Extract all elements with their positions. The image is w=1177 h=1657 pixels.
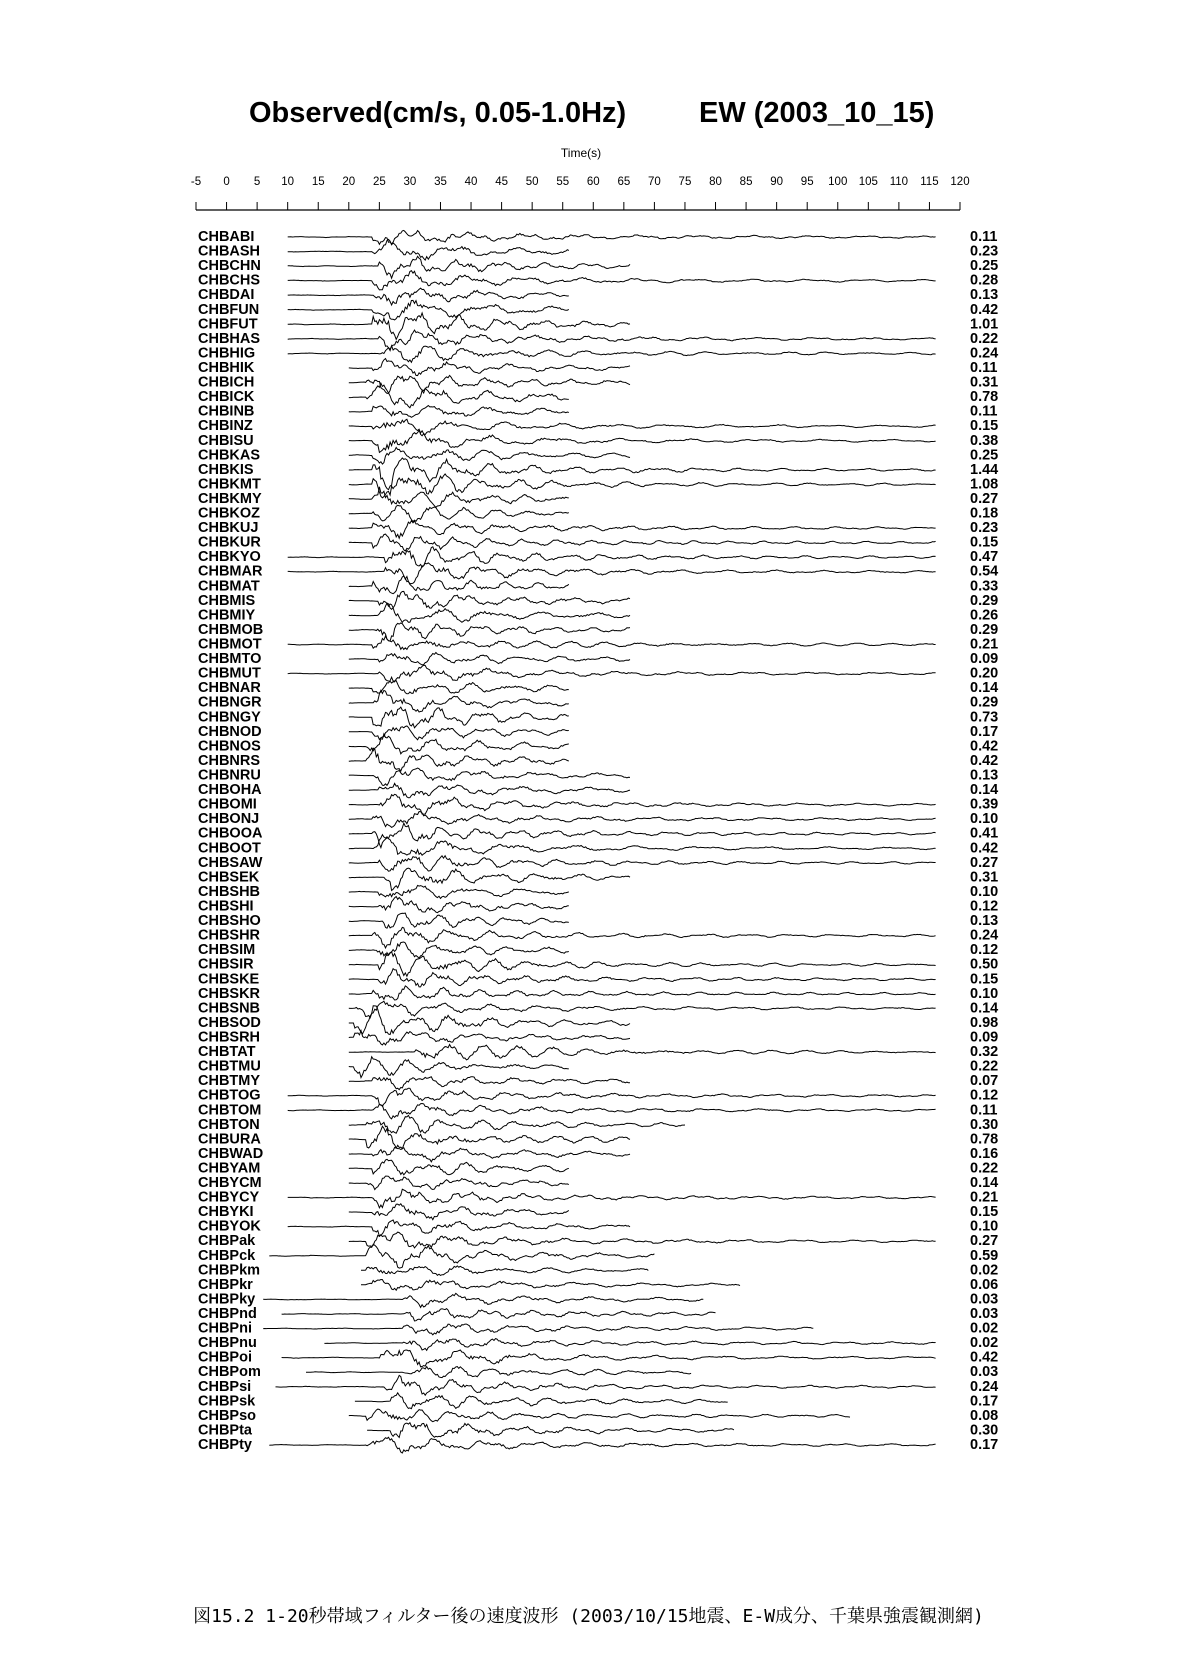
peak-value-label: 0.28 <box>970 272 999 289</box>
waveform-trace <box>349 856 936 872</box>
waveform-trace <box>282 1350 936 1367</box>
station-label: CHBKMT <box>198 476 261 493</box>
waveform-trace <box>349 690 569 712</box>
peak-value-label: 0.29 <box>970 694 999 711</box>
station-label: CHBPta <box>198 1422 252 1439</box>
station-label: CHBOHA <box>198 782 262 799</box>
waveform-trace <box>349 505 569 521</box>
peak-value-label: 0.24 <box>970 927 999 944</box>
x-tick-label: 65 <box>617 176 631 188</box>
peak-value-label: 0.22 <box>970 330 999 347</box>
peak-value-label: 0.15 <box>970 1204 999 1221</box>
peak-value-label: 0.07 <box>970 1073 999 1090</box>
station-label: CHBSRH <box>198 1029 261 1046</box>
station-label: CHBSEK <box>198 869 260 886</box>
figure-caption: 図15.2 1-20秒帯域フィルター後の速度波形 (2003/10/15地震、E-W成分、千葉県強震観測網) <box>193 1606 984 1627</box>
peak-value-label: 0.06 <box>970 1276 999 1293</box>
peak-value-label: 0.25 <box>970 447 999 464</box>
peak-value-label: 0.16 <box>970 1145 999 1162</box>
peak-value-label: 0.09 <box>970 651 999 668</box>
waveform-trace <box>349 1126 630 1149</box>
waveform-trace <box>349 1006 630 1035</box>
peak-value-label: 0.78 <box>970 389 999 406</box>
station-label: CHBTMY <box>198 1073 261 1090</box>
x-tick-label: 95 <box>800 176 814 188</box>
peak-value-label: 0.14 <box>970 680 999 697</box>
waveform-trace <box>349 603 630 622</box>
station-label: CHBMAT <box>198 578 260 595</box>
waveform-trace <box>288 288 569 305</box>
peak-value-label: 0.18 <box>970 505 999 522</box>
station-label: CHBHIK <box>198 359 255 376</box>
peak-value-label: 0.24 <box>970 345 999 362</box>
waveform-trace <box>288 1189 936 1208</box>
peak-value-label: 0.03 <box>970 1306 999 1323</box>
station-label: CHBPky <box>198 1291 256 1308</box>
peak-value-label: 0.27 <box>970 1233 999 1250</box>
x-tick-label: 45 <box>495 176 508 188</box>
waveform-trace <box>367 1423 734 1438</box>
station-label: CHBSNB <box>198 1000 261 1017</box>
station-label: CHBPso <box>198 1407 257 1424</box>
station-label: CHBSIM <box>198 942 256 959</box>
station-label: CHBOOA <box>198 825 263 842</box>
peak-value-label: 0.11 <box>970 229 998 245</box>
station-label: CHBINB <box>198 403 255 420</box>
peak-value-label: 0.23 <box>970 243 999 260</box>
peak-value-label: 0.12 <box>970 942 999 959</box>
peak-value-label: 0.14 <box>970 782 999 799</box>
peak-value-label: 1.08 <box>970 476 999 493</box>
x-tick-label: 115 <box>920 176 939 188</box>
peak-value-label: 0.15 <box>970 534 999 551</box>
waveform-trace <box>349 913 569 928</box>
x-tick-label: 25 <box>372 176 386 188</box>
waveform-trace <box>349 927 936 948</box>
waveform-trace <box>349 623 630 641</box>
peak-value-label: 0.11 <box>970 1102 998 1119</box>
waveform-trace <box>349 1145 630 1162</box>
x-tick-label: 70 <box>648 176 661 188</box>
peak-value-label: 0.10 <box>970 883 999 900</box>
waveform-trace <box>349 1409 850 1422</box>
waveform-trace <box>361 1280 740 1291</box>
peak-value-label: 0.10 <box>970 985 999 1002</box>
x-tick-label: 120 <box>950 176 970 188</box>
peak-value-label: 0.10 <box>970 811 999 828</box>
peak-value-label: 0.42 <box>970 1349 999 1366</box>
waveform-trace <box>263 1324 813 1335</box>
peak-value-label: 0.21 <box>970 636 999 653</box>
x-tick-label: 105 <box>858 176 878 188</box>
station-label: CHBSHO <box>198 913 261 930</box>
station-label: CHBKUJ <box>198 520 259 537</box>
x-tick-label: 75 <box>678 176 692 188</box>
station-label: CHBOMI <box>198 796 257 813</box>
station-label: CHBMUT <box>198 665 261 682</box>
waveform-trace <box>349 1077 630 1090</box>
peak-value-label: 0.08 <box>970 1407 999 1424</box>
peak-value-label: 0.11 <box>970 359 998 376</box>
peak-value-label: 0.32 <box>970 1044 999 1061</box>
x-tick-label: -5 <box>190 176 202 188</box>
waveform-trace <box>349 1115 685 1133</box>
peak-value-label: 0.02 <box>970 1262 999 1279</box>
station-label: CHBABI <box>198 229 255 245</box>
waveform-trace <box>349 406 569 418</box>
peak-value-label: 0.24 <box>970 1378 999 1395</box>
peak-value-label: 0.03 <box>970 1291 999 1308</box>
waveform-trace <box>288 1220 630 1236</box>
peak-value-label: 0.38 <box>970 432 999 449</box>
waveform-trace <box>349 521 936 539</box>
peak-value-label: 0.03 <box>970 1364 999 1381</box>
waveform-trace <box>349 897 569 913</box>
peak-value-label: 0.42 <box>970 301 999 318</box>
station-label: CHBYAM <box>198 1160 261 1177</box>
waveform-trace <box>349 534 936 551</box>
peak-value-label: 1.01 <box>970 316 999 333</box>
waveform-trace <box>349 986 936 1000</box>
station-label: CHBMOT <box>198 636 262 653</box>
x-tick-label: 110 <box>889 176 909 188</box>
peak-value-label: 0.39 <box>970 796 999 813</box>
peak-value-label: 0.27 <box>970 490 999 507</box>
station-label: CHBSKR <box>198 985 261 1002</box>
peak-value-label: 0.41 <box>970 825 999 842</box>
peak-value-label: 0.12 <box>970 1087 999 1104</box>
station-label: CHBMTO <box>198 651 262 668</box>
station-label: CHBTON <box>198 1116 260 1133</box>
waveform-trace <box>349 726 569 740</box>
waveform-trace <box>349 942 569 958</box>
peak-value-label: 0.20 <box>970 665 999 682</box>
x-tick-label: 60 <box>586 176 600 188</box>
station-label: CHBPck <box>198 1247 256 1264</box>
station-label: CHBONJ <box>198 811 260 828</box>
station-label: CHBHIG <box>198 345 256 362</box>
peak-value-label: 0.17 <box>970 723 999 740</box>
waveform-trace <box>349 794 936 814</box>
station-label: CHBPom <box>198 1364 261 1381</box>
peak-value-label: 0.22 <box>970 1058 999 1075</box>
station-label: CHBASH <box>198 243 261 260</box>
station-label: CHBSHR <box>198 927 261 944</box>
peak-value-label: 0.42 <box>970 752 999 769</box>
peak-value-label: 0.42 <box>970 738 999 755</box>
x-tick-label: 10 <box>281 176 295 188</box>
peak-value-label: 0.15 <box>970 971 999 988</box>
waveform-trace <box>355 1393 728 1409</box>
peak-value-label: 0.11 <box>970 403 998 420</box>
peak-value-label: 0.13 <box>970 913 999 930</box>
waveform-trace <box>288 1104 936 1119</box>
station-label: CHBMIY <box>198 607 256 624</box>
peak-value-label: 0.14 <box>970 1175 999 1192</box>
x-tick-label: 80 <box>709 176 722 188</box>
waveform-trace <box>263 1293 703 1307</box>
waveform-trace <box>349 1176 569 1190</box>
x-tick-label: 35 <box>434 176 447 188</box>
peak-value-label: 0.17 <box>970 1437 999 1453</box>
waveform-trace <box>288 563 936 584</box>
waveform-trace <box>349 383 569 408</box>
peak-value-label: 0.12 <box>970 898 999 915</box>
waveform-trace <box>349 835 936 856</box>
x-tick-label: 50 <box>525 176 539 188</box>
waveform-trace <box>288 271 936 290</box>
station-label: CHBKMY <box>198 490 262 507</box>
station-label: CHBPsk <box>198 1393 256 1410</box>
peak-value-label: 0.21 <box>970 1189 999 1206</box>
station-label: CHBFUT <box>198 316 258 333</box>
station-label: CHBYCY <box>198 1189 260 1206</box>
station-label: CHBTMU <box>198 1058 261 1075</box>
waveform-trace <box>288 230 936 244</box>
waveform-trace <box>349 653 630 665</box>
peak-value-label: 0.54 <box>970 563 999 580</box>
peak-value-label: 0.47 <box>970 549 999 566</box>
station-label: CHBFUN <box>198 301 260 318</box>
peak-value-label: 1.44 <box>970 461 999 478</box>
x-tick-label: 30 <box>403 176 417 188</box>
peak-value-label: 0.15 <box>970 418 999 435</box>
station-label: CHBKYO <box>198 549 261 566</box>
station-label: CHBYCM <box>198 1175 262 1192</box>
waveform-trace <box>288 239 569 260</box>
station-label: CHBSAW <box>198 854 263 871</box>
station-label: CHBWAD <box>198 1145 264 1162</box>
peak-value-label: 0.14 <box>970 1000 999 1017</box>
station-label: CHBYKI <box>198 1204 254 1221</box>
waveform-trace <box>288 636 936 649</box>
peak-value-label: 0.13 <box>970 767 999 784</box>
station-label: CHBPnu <box>198 1335 257 1352</box>
waveform-trace <box>349 591 630 608</box>
x-tick-label: 40 <box>464 176 478 188</box>
peak-value-label: 0.10 <box>970 1218 999 1235</box>
waveform-trace <box>349 375 630 393</box>
station-label: CHBPkr <box>198 1276 253 1293</box>
waveform-trace <box>349 969 936 987</box>
waveform-trace <box>349 707 569 728</box>
peak-value-label: 0.29 <box>970 592 999 609</box>
station-label: CHBMIS <box>198 592 256 609</box>
station-label: CHBDAI <box>198 287 255 304</box>
station-label: CHBNOS <box>198 738 261 755</box>
x-tick-label: 100 <box>828 176 848 188</box>
waveform-trace <box>324 1339 935 1351</box>
station-label: CHBNRU <box>198 767 261 784</box>
station-label: CHBPty <box>198 1437 252 1453</box>
station-label: CHBMOB <box>198 621 264 638</box>
waveform-trace <box>349 359 630 376</box>
waveform-trace <box>269 1244 654 1268</box>
waveform-trace <box>349 1057 569 1078</box>
waveform-trace <box>306 1367 691 1378</box>
station-label: CHBPoi <box>198 1349 252 1366</box>
x-tick-label: 90 <box>770 176 784 188</box>
peak-value-label: 0.31 <box>970 869 999 886</box>
peak-value-label: 0.13 <box>970 287 999 304</box>
waveform-trace <box>349 430 936 452</box>
time-axis <box>191 176 970 210</box>
peak-value-label: 0.02 <box>970 1335 999 1352</box>
peak-value-label: 0.78 <box>970 1131 999 1148</box>
chart-title-text: Observed(cm/s, 0.05-1.0Hz) <box>249 97 627 129</box>
x-tick-label: 5 <box>253 176 261 188</box>
station-label: CHBTAT <box>198 1044 256 1061</box>
station-label: CHBSIR <box>198 956 254 973</box>
waveform-trace <box>282 1309 716 1321</box>
waveform-trace <box>349 952 936 977</box>
waveform-trace <box>288 1088 936 1106</box>
station-label: CHBPnd <box>198 1306 257 1323</box>
station-label: CHBPkm <box>198 1262 261 1279</box>
waveform-trace <box>349 768 630 785</box>
station-label: CHBHAS <box>198 330 261 347</box>
peak-value-label: 0.26 <box>970 607 999 624</box>
peak-value-label: 0.59 <box>970 1247 999 1264</box>
waveform-trace <box>349 1001 936 1018</box>
x-tick-label: 20 <box>342 176 356 188</box>
station-label: CHBOOT <box>198 840 261 857</box>
waveform-trace <box>349 748 569 771</box>
trace-group <box>198 229 998 1453</box>
waveform-trace <box>269 1437 935 1453</box>
waveform-trace <box>349 885 569 898</box>
station-label: CHBYOK <box>198 1218 261 1235</box>
peak-value-label: 0.22 <box>970 1160 999 1177</box>
station-label: CHBISU <box>198 432 254 449</box>
station-label: CHBPak <box>198 1233 256 1250</box>
station-label: CHBPsi <box>198 1378 252 1395</box>
station-label: CHBCHN <box>198 258 261 275</box>
waveform-trace <box>349 868 630 890</box>
station-label: CHBKOZ <box>198 505 261 522</box>
station-label: CHBNGR <box>198 694 262 711</box>
waveform-trace <box>288 547 936 567</box>
chart-subtitle: EW (2003_10_15) <box>699 97 935 129</box>
waveform-trace <box>349 448 630 465</box>
peak-value-label: 0.17 <box>970 1393 999 1410</box>
peak-value-label: 0.31 <box>970 374 999 391</box>
station-label: CHBTOM <box>198 1102 262 1119</box>
peak-value-label: 0.27 <box>970 854 999 871</box>
peak-value-label: 0.50 <box>970 956 999 973</box>
peak-value-label: 0.29 <box>970 621 999 638</box>
waveform-trace <box>288 346 936 363</box>
peak-value-label: 0.42 <box>970 840 999 857</box>
station-label: CHBICH <box>198 374 255 391</box>
peak-value-label: 0.25 <box>970 258 999 275</box>
station-label: CHBTOG <box>198 1087 261 1104</box>
x-tick-label: 85 <box>739 176 753 188</box>
waveform-trace <box>361 1266 648 1276</box>
waveform-trace <box>349 419 936 434</box>
waveform-trace <box>349 474 936 498</box>
peak-value-label: 0.98 <box>970 1014 999 1031</box>
x-tick-label: 15 <box>311 176 325 188</box>
station-label: CHBMAR <box>198 563 263 580</box>
waveform-trace <box>288 330 936 349</box>
station-label: CHBNGY <box>198 709 261 726</box>
waveform-trace <box>349 812 936 828</box>
peak-value-label: 0.73 <box>970 709 999 726</box>
peak-value-label: 0.09 <box>970 1029 999 1046</box>
station-label: CHBPni <box>198 1320 252 1337</box>
peak-value-label: 0.02 <box>970 1320 999 1337</box>
station-label: CHBCHS <box>198 272 261 289</box>
peak-value-label: 0.33 <box>970 578 999 595</box>
station-label: CHBSHB <box>198 883 261 900</box>
station-label: CHBNRS <box>198 752 261 769</box>
station-label: CHBSOD <box>198 1014 261 1031</box>
station-label: CHBNOD <box>198 723 262 740</box>
station-label: CHBSHI <box>198 898 254 915</box>
x-tick-label: 55 <box>556 176 570 188</box>
station-label: CHBNAR <box>198 680 261 697</box>
waveform-trace <box>288 313 630 339</box>
waveform-trace <box>288 256 630 278</box>
station-label: CHBICK <box>198 389 255 406</box>
peak-value-label: 0.30 <box>970 1422 999 1439</box>
station-label: CHBURA <box>198 1131 261 1148</box>
peak-value-label: 0.23 <box>970 520 999 537</box>
waveform-trace <box>288 300 569 320</box>
station-label: CHBKAS <box>198 447 261 464</box>
station-label: CHBKUR <box>198 534 261 551</box>
waveform-trace <box>349 1045 936 1060</box>
station-label: CHBSKE <box>198 971 260 988</box>
waveform-trace <box>276 1375 936 1395</box>
station-label: CHBKIS <box>198 461 254 478</box>
x-tick-label: 0 <box>223 176 230 188</box>
waveform-trace <box>349 1232 936 1248</box>
station-label: CHBINZ <box>198 418 253 435</box>
peak-value-label: 0.30 <box>970 1116 999 1133</box>
x-axis-label: Time(s) <box>560 146 602 160</box>
waveform-trace <box>349 1159 569 1175</box>
waveform-trace <box>288 665 936 683</box>
